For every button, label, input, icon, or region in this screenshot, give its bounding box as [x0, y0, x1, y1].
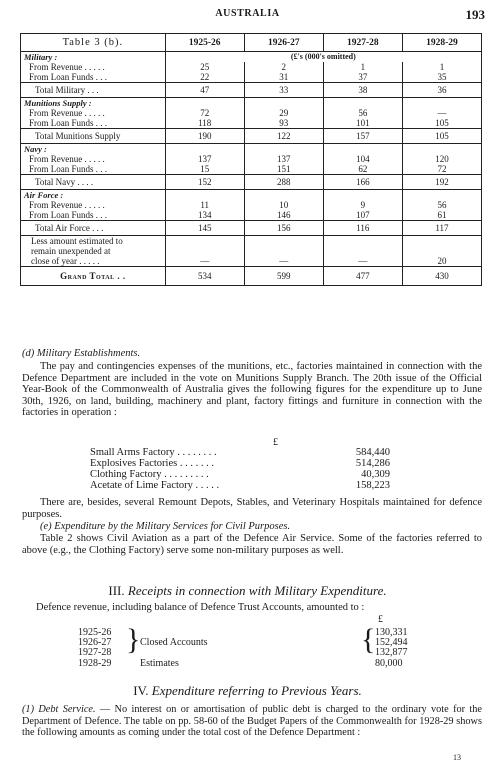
cell-value: 1: [402, 62, 481, 72]
cell-value: 118: [165, 118, 244, 129]
list-item: [90, 469, 390, 480]
cell-value: 33: [244, 83, 323, 98]
year-label: 1926-27: [78, 637, 112, 648]
factory-value: 514,286: [355, 458, 390, 469]
total-label: Total Navy . . . .: [21, 175, 166, 190]
cell-value: 146: [244, 210, 323, 221]
cell-value: 36: [402, 83, 481, 98]
cell-value: 1: [323, 62, 402, 72]
cell-value: 156: [244, 221, 323, 236]
cell-value: 137: [165, 154, 244, 164]
cell-value: 190: [165, 129, 244, 144]
total-label: Total Munitions Supply: [21, 129, 166, 144]
cell-value: 2: [244, 62, 323, 72]
factory-list: [90, 447, 390, 491]
row-label: From Loan Funds . . .: [29, 164, 108, 174]
cell-value: 105: [402, 118, 481, 129]
cell-value: 151: [244, 164, 323, 175]
receipt-value: 80,000: [375, 658, 403, 669]
total-row: [21, 221, 482, 236]
debt-service-text: — No interest on or amortisation of public debt is charged to the ordinary vote for the Department of Defence. The table on pp. 58-60 of the Budget Papers of the Commonwealth for 1928-29 shows the following amounts as coming under the total cost of the Defence Department :: [22, 704, 482, 738]
note-line: Less amount estimated to: [31, 236, 123, 246]
cell-value: 192: [402, 175, 481, 190]
total-row: [21, 129, 482, 144]
group-label: Munitions Supply :: [24, 98, 92, 108]
currency-label: £: [378, 614, 383, 625]
total-row: [21, 175, 482, 190]
section-d-after: There are, besides, several Remount Depots, Stables, and Veterinary Hospitals maintained for defence purposes.: [22, 497, 482, 520]
cell-value: 101: [323, 118, 402, 129]
year-label: 1925-26: [78, 627, 112, 638]
column-header: 1927-28: [323, 34, 402, 52]
cell-value: 93: [244, 118, 323, 129]
column-header: 1928-29: [402, 34, 481, 52]
cell-value: 120: [402, 154, 481, 164]
cell-value: 430: [402, 267, 481, 286]
section-e-paragraph: Table 2 shows Civil Aviation as a part of the Defence Air Service. Some of the factories referred to above (e.g., the Clothing Factory) serve some non-military purposes as well.: [22, 533, 482, 556]
factory-name: Acetate of Lime Factory . . . . .: [90, 480, 220, 491]
cell-value: 122: [244, 129, 323, 144]
total-label: Total Air Force . . .: [21, 221, 166, 236]
table-header-row: [21, 34, 482, 52]
cell-value: 107: [323, 210, 402, 221]
note-line: close of year . . . . .: [31, 256, 100, 266]
row-label: From Revenue . . . . .: [29, 200, 105, 210]
cell-value: 29: [244, 108, 323, 118]
section-iv-heading: [0, 683, 495, 699]
factory-name: Small Arms Factory . . . . . . . .: [90, 447, 217, 458]
cell-value: 47: [165, 83, 244, 98]
section-iii-intro: Defence revenue, including balance of Defence Trust Accounts, amounted to :: [36, 602, 365, 613]
cell-value: 145: [165, 221, 244, 236]
debt-service-lead: (1) Debt Service.: [22, 704, 96, 715]
section-e-heading: (e) Expenditure by the Military Services for Civil Purposes.: [40, 521, 291, 532]
section-d-paragraph: The pay and contingencies expenses of the munitions, etc., factories maintained in connection with the Defence Department are included in the vote on Munitions Supply Branch. The 20th issue of the Official Year-Book of the Commonwealth of Australia gives the following figures for the expenditure up to June 30th, 1926, on land, building, machinery and plant, factory fittings and furniture in connection with the factories in operation :: [22, 361, 482, 418]
row-label: From Loan Funds . . .: [29, 210, 108, 220]
receipt-value: 132,877: [375, 647, 408, 658]
table-row: [21, 164, 482, 175]
table-row: [21, 98, 482, 109]
cell-value: 72: [402, 164, 481, 175]
cell-value: 105: [402, 129, 481, 144]
units-note: (£'s (000's omitted): [165, 52, 481, 63]
factory-value: 158,223: [355, 480, 390, 491]
cell-value: 31: [244, 72, 323, 83]
factory-value: 40,309: [361, 469, 390, 480]
group-label: Air Force :: [24, 190, 64, 200]
cell-value: 56: [323, 108, 402, 118]
cell-value: 20: [402, 236, 481, 267]
table-row: [21, 154, 482, 164]
receipt-value: 130,331: [375, 627, 408, 638]
cell-value: 166: [323, 175, 402, 190]
section-d-heading: (d) Military Establishments.: [22, 348, 141, 359]
brace-icon: }: [126, 623, 141, 656]
cell-value: 15: [165, 164, 244, 175]
cell-value: 11: [165, 200, 244, 210]
page-number: 193: [465, 7, 485, 22]
cell-value: 72: [165, 108, 244, 118]
signature-mark: 13: [453, 753, 461, 762]
row-label: From Loan Funds . . .: [29, 118, 108, 128]
cell-value: 9: [323, 200, 402, 210]
cell-value: 137: [244, 154, 323, 164]
cell-value: 10: [244, 200, 323, 210]
cell-value: —: [402, 108, 481, 118]
column-header: 1926-27: [244, 34, 323, 52]
table-title: Table 3 (b).: [21, 34, 166, 52]
column-header: 1925-26: [165, 34, 244, 52]
receipt-value: 152,494: [375, 637, 408, 648]
cell-value: 152: [165, 175, 244, 190]
cell-value: 38: [323, 83, 402, 98]
section-iii-heading: [0, 583, 495, 599]
cell-value: 134: [165, 210, 244, 221]
list-item: [90, 458, 390, 469]
cell-value: —: [244, 236, 323, 267]
note-line: remain unexpended at: [31, 246, 111, 256]
table-row: [21, 118, 482, 129]
cell-value: 35: [402, 72, 481, 83]
table-row: [21, 210, 482, 221]
table-row: [21, 72, 482, 83]
estimates-label: Estimates: [140, 658, 179, 669]
brace-icon: {: [361, 623, 376, 656]
cell-value: —: [323, 236, 402, 267]
factory-value: 584,440: [355, 447, 390, 458]
grand-total-label: Grand Total . .: [21, 267, 166, 286]
cell-value: 22: [165, 72, 244, 83]
section-title: Receipts in connection with Military Expenditure.: [127, 583, 387, 598]
closed-accounts-label: Closed Accounts: [140, 637, 208, 648]
cell-value: 288: [244, 175, 323, 190]
section-title: Expenditure referring to Previous Years.: [151, 683, 362, 698]
factory-name: Clothing Factory . . . . . . . . .: [90, 469, 209, 480]
currency-label: £: [273, 437, 278, 448]
cell-value: 534: [165, 267, 244, 286]
section-iv-paragraph: [22, 704, 482, 739]
cell-value: 62: [323, 164, 402, 175]
table-row: [21, 108, 482, 118]
grand-total-row: [21, 267, 482, 286]
cell-value: 104: [323, 154, 402, 164]
year-label: 1928-29: [78, 658, 112, 669]
cell-value: 157: [323, 129, 402, 144]
list-item: [90, 447, 390, 458]
cell-value: 116: [323, 221, 402, 236]
cell-value: 477: [323, 267, 402, 286]
row-label: From Revenue . . . . .: [29, 108, 105, 118]
cell-value: 117: [402, 221, 481, 236]
total-row: [21, 83, 482, 98]
row-label: From Revenue . . . . .: [29, 154, 105, 164]
table-row: [21, 190, 482, 201]
section-number: III.: [108, 583, 125, 598]
table-row: [21, 62, 482, 72]
table-row: [21, 236, 482, 267]
row-label: From Loan Funds . . .: [29, 72, 108, 82]
cell-value: 599: [244, 267, 323, 286]
table-row: [21, 200, 482, 210]
table-row: [21, 144, 482, 155]
running-title: AUSTRALIA: [215, 8, 280, 19]
cell-value: —: [165, 236, 244, 267]
list-item: [90, 480, 390, 491]
cell-value: 37: [323, 72, 402, 83]
defence-expenditure-table: [20, 33, 482, 286]
total-label: Total Military . . .: [21, 83, 166, 98]
cell-value: 61: [402, 210, 481, 221]
row-label: [21, 236, 166, 267]
table-row: [21, 52, 482, 63]
section-number: IV.: [133, 683, 149, 698]
group-label: Military :: [24, 52, 58, 62]
group-label: Navy :: [24, 144, 47, 154]
cell-value: 25: [165, 62, 244, 72]
factory-name: Explosives Factories . . . . . . .: [90, 458, 214, 469]
row-label: From Revenue . . . . .: [29, 62, 105, 72]
running-head: [0, 8, 495, 22]
cell-value: 56: [402, 200, 481, 210]
year-label: 1927-28: [78, 647, 112, 658]
